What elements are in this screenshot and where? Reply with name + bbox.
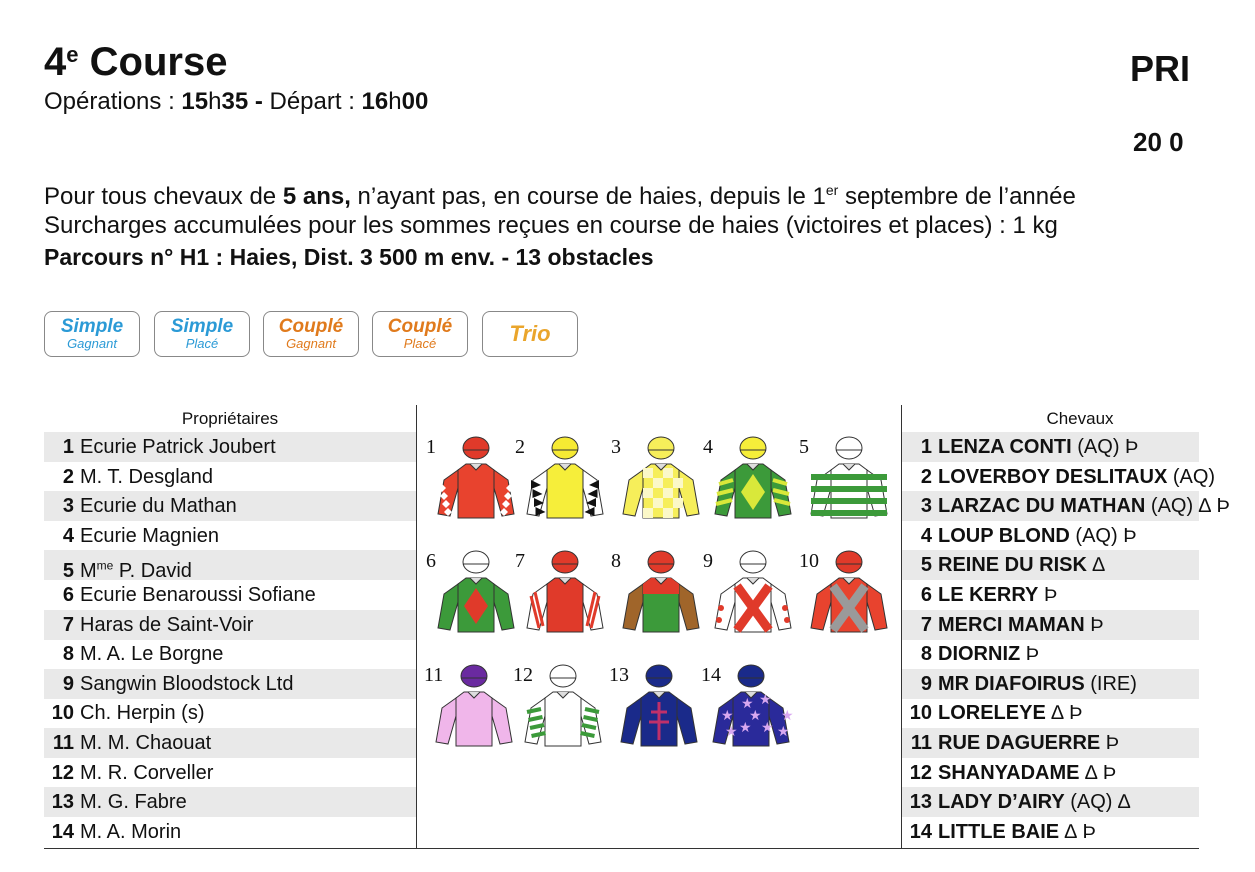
horse-info: (AQ) Þ	[1069, 524, 1137, 547]
horse-name: MERCI MAMAN	[938, 613, 1085, 636]
horse-row	[902, 521, 1199, 551]
jockey-silk	[619, 660, 699, 750]
horse-row	[902, 580, 1199, 610]
owner-row	[44, 669, 416, 699]
divider-right	[901, 405, 902, 848]
owner-number: 13	[51, 791, 74, 814]
horse-number: 12	[909, 761, 932, 784]
jockey-silk	[523, 660, 603, 750]
owner-row	[44, 817, 416, 847]
schedule-line: Opérations : 15h35 - Départ : 16h00	[44, 88, 429, 115]
owner-number: 9	[62, 672, 74, 695]
owner-row	[44, 491, 416, 521]
owner-row	[44, 787, 416, 817]
horse-number: 7	[920, 613, 932, 636]
horse-number: 3	[920, 495, 932, 518]
horse-name: LORELEYE	[938, 702, 1046, 725]
parcours-line: Parcours n° H1 : Haies, Dist. 3 500 m env. - 13 obstacles	[44, 244, 654, 270]
silk-number: 13	[609, 664, 629, 686]
horse-info: (AQ)	[1167, 465, 1216, 488]
bet-badge-main: Couplé	[278, 316, 344, 337]
svg-text:★: ★	[725, 724, 738, 740]
owner-row	[44, 580, 416, 610]
horse-info: Þ	[1038, 584, 1058, 606]
horse-row	[902, 817, 1199, 847]
silk-number: 7	[515, 550, 525, 572]
horse-row	[902, 669, 1199, 699]
horse-info: Þ	[1020, 643, 1040, 666]
conditions-line-1: Pour tous chevaux de 5 ans, n’ayant pas, en course de haies, depuis le 1er septembre de l’année	[44, 182, 1076, 210]
horse-info: (AQ) ∆ Þ	[1145, 495, 1230, 518]
horse-info: ∆ Þ	[1059, 820, 1096, 843]
horse-name: SHANYADAME	[938, 761, 1080, 784]
owner-row	[44, 462, 416, 492]
horse-row	[902, 698, 1199, 728]
bet-badge-4	[372, 311, 468, 357]
divider-left	[416, 405, 417, 848]
owner-row	[44, 432, 416, 462]
owner-name: Ch. Herpin (s)	[80, 702, 205, 725]
horse-number: 4	[920, 524, 932, 547]
horse-name: RUE DAGUERRE	[938, 732, 1101, 754]
bet-badge-main: Simple	[60, 316, 124, 337]
owner-row	[44, 639, 416, 669]
silk-number: 9	[703, 550, 713, 572]
horse-number: 13	[909, 791, 932, 814]
owner-name: M. A. Le Borgne	[80, 643, 224, 666]
silk-number: 10	[799, 550, 819, 572]
course-title: 4e Course	[44, 40, 228, 84]
horse-row	[902, 462, 1216, 492]
horse-number: 9	[920, 672, 932, 695]
jockey-silk	[436, 546, 516, 636]
horse-info: (AQ) ∆	[1064, 791, 1131, 814]
bet-badge-sub: Gagnant	[286, 336, 336, 351]
horse-number: 2	[920, 465, 932, 488]
owner-name: $M^{me}$ P. David	[80, 558, 192, 583]
owner-row	[44, 610, 416, 640]
horse-row	[902, 610, 1199, 640]
owner-number: 2	[62, 465, 74, 488]
silk-number: 4	[703, 436, 713, 458]
horse-number: 8	[920, 643, 932, 666]
owner-name: Sangwin Bloodstock Ltd	[80, 672, 294, 695]
jockey-silk	[809, 546, 889, 636]
silk-number: 12	[513, 664, 533, 686]
bet-badge-3	[263, 311, 359, 357]
horse-name: LADY D’AIRY	[938, 791, 1065, 814]
owner-name: M. A. Morin	[80, 820, 182, 843]
bet-badge-5	[482, 311, 578, 357]
horse-name: MR DIAFOIRUS	[938, 672, 1085, 695]
silk-number: 1	[426, 436, 436, 458]
jockey-silk	[713, 432, 793, 522]
svg-text:★: ★	[759, 692, 772, 708]
owner-name: Ecurie du Mathan	[80, 495, 237, 518]
horse-info: Þ	[1100, 732, 1120, 754]
owner-name: Ecurie Magnien	[80, 524, 219, 547]
silk-number: 3	[611, 436, 621, 458]
owner-number: 3	[62, 495, 74, 518]
horse-row	[902, 787, 1199, 817]
jockey-silk	[525, 432, 605, 522]
horse-row	[902, 491, 1230, 521]
horse-number: 1	[920, 436, 932, 458]
owner-row	[44, 728, 416, 758]
owner-row	[44, 698, 416, 728]
svg-text:★: ★	[739, 720, 752, 736]
owners-header: Propriétaires	[181, 409, 279, 428]
horse-info: (AQ) Þ	[1071, 436, 1139, 458]
owner-number: 6	[62, 584, 74, 606]
horse-name: LITTLE BAIE	[938, 820, 1060, 843]
owner-number: 7	[62, 613, 74, 636]
owner-name: Ecurie Benaroussi Sofiane	[80, 584, 316, 606]
jockey-silk	[711, 660, 794, 750]
horse-number: 10	[909, 702, 932, 725]
jockey-silk	[436, 432, 516, 522]
owner-number: 5	[62, 560, 74, 583]
bet-badge-main: Simple	[170, 316, 234, 337]
owner-name: M. G. Fabre	[80, 791, 187, 814]
horse-number: 6	[920, 584, 932, 606]
owner-number: 1	[62, 436, 74, 458]
jockey-silk	[809, 432, 889, 522]
svg-text:★: ★	[761, 720, 774, 736]
horse-name: LOVERBOY DESLITAUX	[938, 465, 1168, 488]
svg-text:★: ★	[749, 708, 762, 724]
svg-text:★: ★	[741, 696, 754, 712]
horse-number: 14	[909, 820, 932, 843]
horses-header: Chevaux	[1046, 409, 1114, 428]
horse-name: REINE DU RISK	[938, 554, 1087, 577]
owner-name: Haras de Saint-Voir	[80, 613, 254, 636]
horse-name: LENZA CONTI	[938, 436, 1072, 458]
bet-badge-sub: Gagnant	[67, 336, 117, 351]
horse-number: 5	[920, 554, 932, 577]
bet-badge-main: Couplé	[387, 316, 453, 337]
horse-row	[902, 550, 1199, 580]
bet-badge-sub: Placé	[185, 336, 219, 351]
silk-number: 11	[424, 664, 444, 686]
jockey-silk	[621, 432, 701, 522]
bet-badge-1	[44, 311, 140, 357]
horse-info: ∆	[1086, 554, 1105, 577]
conditions-line-2: Surcharges accumulées pour les sommes reçues en course de haies (victoires et places) : 1 kg	[44, 212, 1058, 239]
silk-number: 6	[426, 550, 436, 572]
jockey-silk	[621, 546, 701, 636]
owner-number: 4	[62, 524, 74, 547]
owner-number: 11	[52, 732, 74, 754]
horse-name: LOUP BLOND	[938, 524, 1070, 547]
horse-name: LE KERRY	[938, 584, 1039, 606]
owner-row	[44, 521, 416, 551]
bet-badge-main: Trio	[509, 321, 551, 346]
svg-text:★: ★	[777, 724, 790, 740]
jockey-silk	[434, 660, 514, 750]
horse-name: DIORNIZ	[938, 643, 1021, 666]
silk-number: 2	[515, 436, 525, 458]
svg-text:★: ★	[781, 708, 794, 724]
prize-amount-cut: 20 0	[1133, 127, 1184, 157]
horse-info: (IRE)	[1084, 672, 1137, 695]
owner-name: Ecurie Patrick Joubert	[80, 436, 276, 458]
silk-number: 8	[611, 550, 621, 572]
silk-number: 5	[799, 436, 809, 458]
owner-row	[44, 758, 416, 788]
horse-row	[902, 432, 1199, 462]
owner-number: 8	[62, 643, 74, 666]
svg-text:★: ★	[721, 708, 734, 724]
horse-number: 11	[910, 732, 932, 754]
horse-info: ∆ Þ	[1045, 702, 1083, 725]
table-bottom-rule	[44, 848, 1199, 849]
horse-info: Þ	[1084, 613, 1104, 636]
owner-name: M. T. Desgland	[80, 465, 214, 488]
owner-name: M. R. Corveller	[80, 761, 214, 784]
owner-number: 10	[51, 702, 74, 725]
horse-row	[902, 639, 1199, 669]
bet-badge-2	[154, 311, 250, 357]
horse-row	[902, 758, 1199, 788]
owner-number: 12	[51, 761, 74, 784]
jockey-silk	[525, 546, 605, 636]
owner-row	[44, 550, 416, 583]
horse-row	[902, 728, 1199, 758]
prix-title-cut: PRI	[1130, 48, 1191, 89]
horse-name: LARZAC DU MATHAN	[938, 495, 1146, 518]
owner-name: M. M. Chaouat	[80, 732, 212, 754]
jockey-silk	[713, 546, 793, 636]
horse-info: ∆ Þ	[1079, 761, 1117, 784]
bet-badge-sub: Placé	[403, 336, 437, 351]
owner-number: 14	[51, 820, 74, 843]
silk-number: 14	[701, 664, 721, 686]
